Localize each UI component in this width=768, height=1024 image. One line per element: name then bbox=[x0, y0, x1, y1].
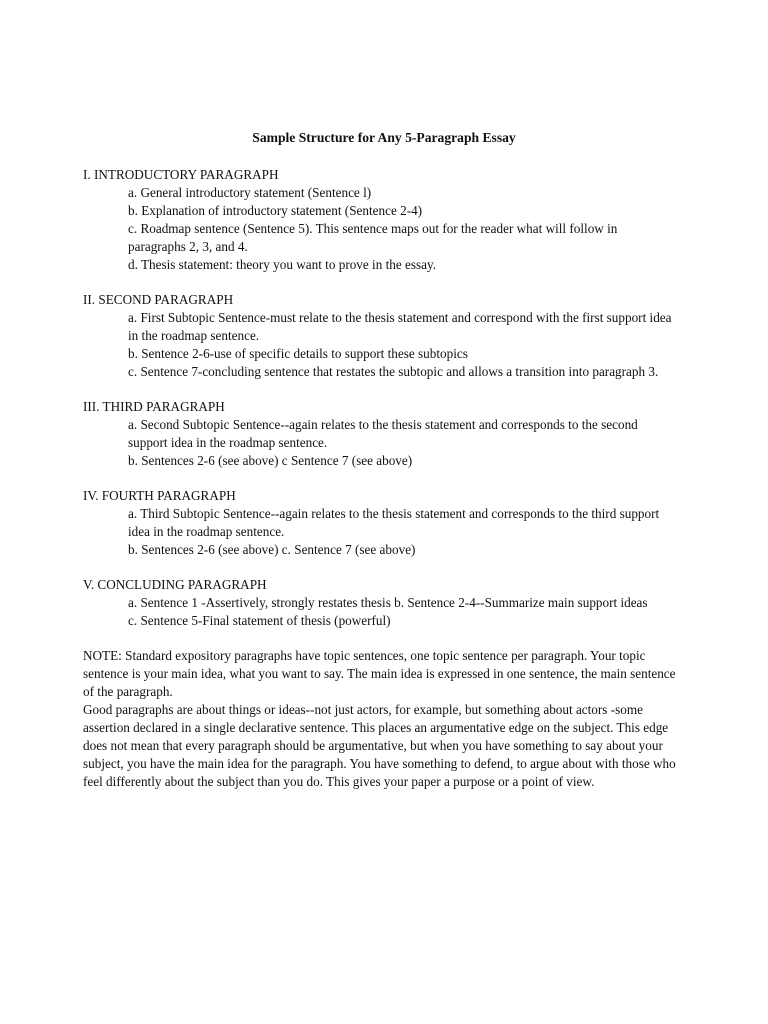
document-body bbox=[83, 166, 693, 791]
note-paragraph: Good paragraphs are about things or ideas--not just actors, for example, but something about actors -some assertion declared in a single declarative sentence. This places an argumentative edge on the subject. This edge does not mean that every paragraph should be argumentative, but when you have something to say about your subject, you have the main idea for the paragraph. You have something to defend, to argue about with those who feel differently about the subject than you do. This gives your paper a purpose or a point of view. bbox=[83, 702, 676, 789]
list-item: c. Sentence 5-Final statement of thesis (powerful) bbox=[128, 613, 391, 628]
list-item: b. Sentences 2-6 (see above) c Sentence 7 (see above) bbox=[128, 453, 413, 468]
section-introductory-paragraph bbox=[83, 166, 693, 274]
list-item: a. Sentence 1 -Assertively, strongly restates thesis b. Sentence 2-4--Summarize main support ideas bbox=[128, 595, 648, 610]
list-item: a. First Subtopic Sentence-must relate to the thesis statement and correspond with the first support idea in the roadmap sentence. bbox=[128, 310, 672, 343]
section-heading: III. THIRD PARAGRAPH bbox=[83, 399, 225, 414]
list-item: b. Sentences 2-6 (see above) c. Sentence 7 (see above) bbox=[128, 542, 416, 557]
section-heading: IV. FOURTH PARAGRAPH bbox=[83, 488, 236, 503]
list-item: b. Sentence 2-6-use of specific details to support these subtopics bbox=[128, 346, 468, 361]
section-heading: II. SECOND PARAGRAPH bbox=[83, 292, 234, 307]
section-heading: I. INTRODUCTORY PARAGRAPH bbox=[83, 167, 279, 182]
note-block bbox=[83, 647, 688, 791]
list-item: c. Roadmap sentence (Sentence 5). This sentence maps out for the reader what will follow in paragraphs 2, 3, and 4. bbox=[128, 221, 618, 254]
list-item: c. Sentence 7-concluding sentence that restates the subtopic and allows a transition into paragraph 3. bbox=[128, 364, 659, 379]
section-third-paragraph bbox=[83, 398, 693, 470]
section-second-paragraph bbox=[83, 291, 693, 381]
list-item: a. Third Subtopic Sentence--again relates to the thesis statement and corresponds to the third support idea in the roadmap sentence. bbox=[128, 506, 660, 539]
document-title: Sample Structure for Any 5-Paragraph Essay bbox=[252, 130, 516, 145]
note-paragraph: NOTE: Standard expository paragraphs have topic sentences, one topic sentence per paragraph. Your topic sentence is your main idea, what you want to say. The main idea is expressed in one sentence, the main sentence of the paragraph. bbox=[83, 648, 676, 699]
section-fourth-paragraph bbox=[83, 487, 693, 559]
list-item: d. Thesis statement: theory you want to prove in the essay. bbox=[128, 257, 437, 272]
list-item: b. Explanation of introductory statement (Sentence 2-4) bbox=[128, 203, 423, 218]
section-concluding-paragraph bbox=[83, 576, 693, 630]
list-item: a. Second Subtopic Sentence--again relates to the thesis statement and corresponds to the second support idea in the roadmap sentence. bbox=[128, 417, 638, 450]
list-item: a. General introductory statement (Sentence l) bbox=[128, 185, 372, 200]
section-heading: V. CONCLUDING PARAGRAPH bbox=[83, 577, 267, 592]
